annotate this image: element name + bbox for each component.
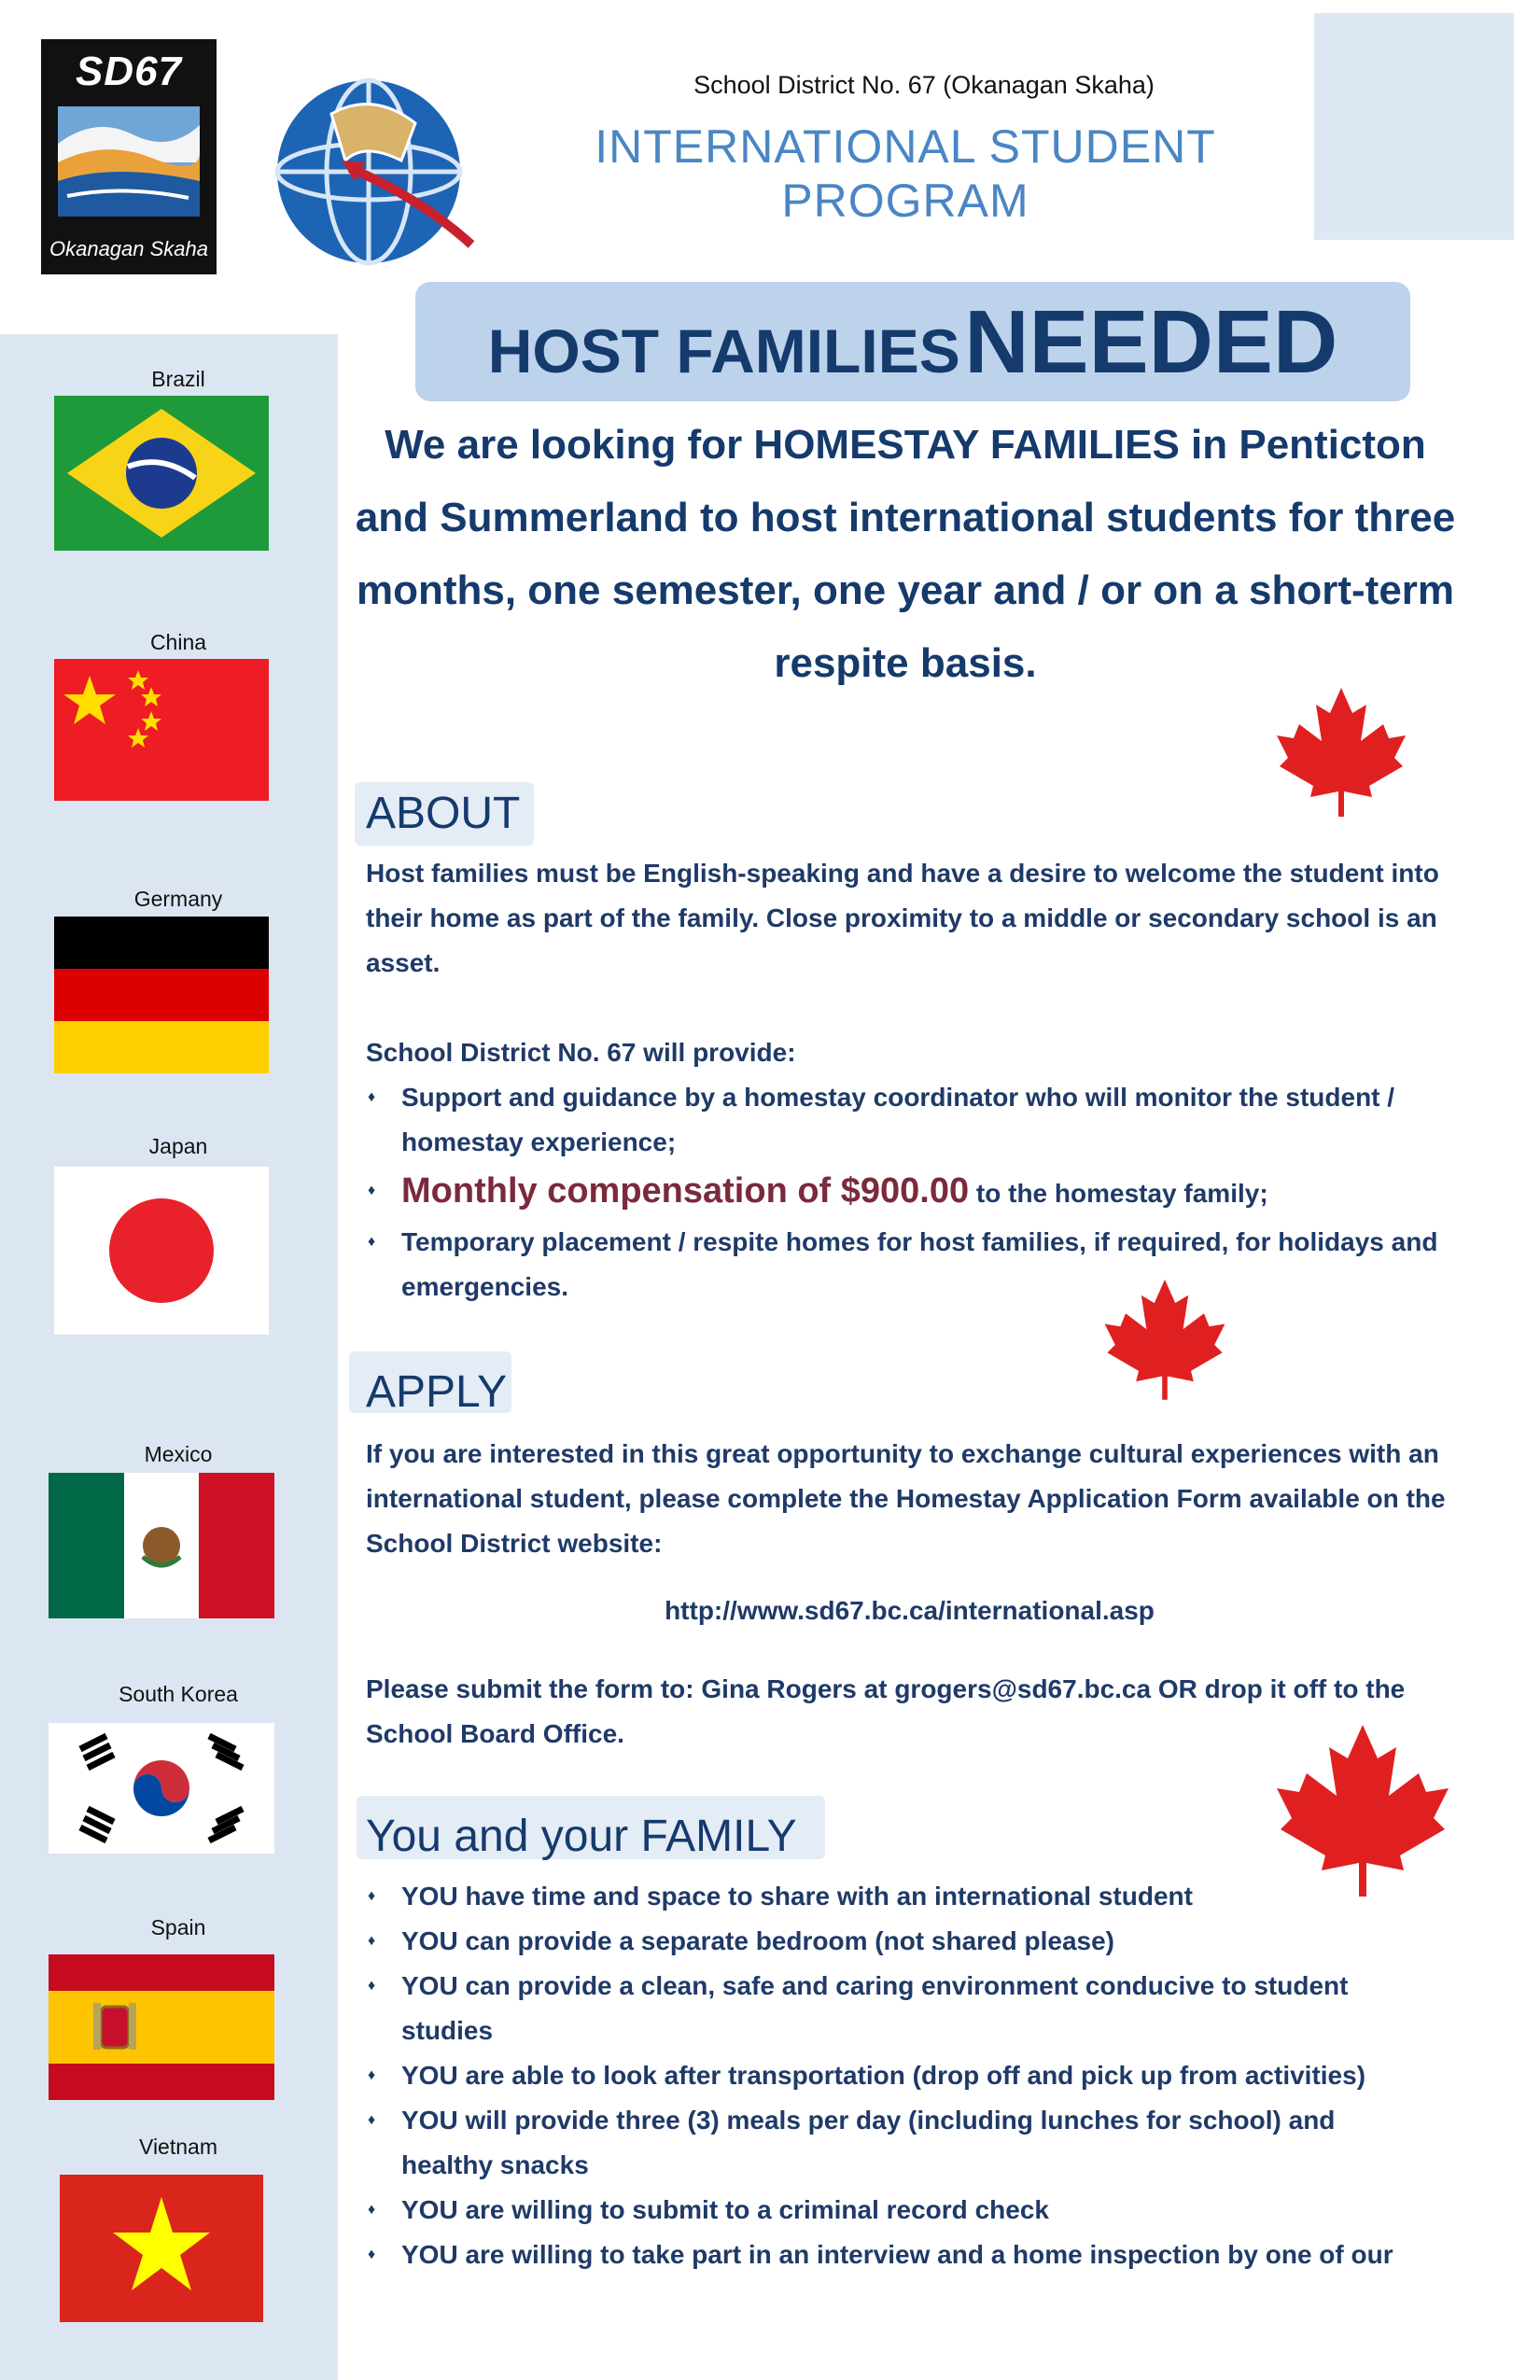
program-title: INTERNATIONAL STUDENT PROGRAM — [595, 120, 1216, 227]
list-item: ♦ Support and guidance by a homestay coordinator who will monitor the student / homestay experience; — [366, 1075, 1467, 1165]
family-heading: You and your FAMILY — [366, 1812, 797, 1861]
about-body: Host families must be English-speaking and have a desire to welcome the student into their home as part of the family. Close proximity to a middle or secondary school is an asset. — [366, 859, 1439, 977]
list-item: ♦ YOU are willing to take part in an interview and a home inspection by one of our — [366, 2233, 1421, 2277]
district-name: School District No. 67 (Okanagan Skaha) — [693, 71, 1155, 99]
about-heading: ABOUT — [366, 789, 521, 838]
sd67-logo — [41, 39, 217, 274]
apply-heading: APPLY — [366, 1367, 508, 1417]
list-item: ♦ YOU have time and space to share with an international student — [366, 1874, 1421, 1919]
list-item: ♦ YOU can provide a separate bedroom (not shared please) — [366, 1919, 1421, 1964]
logo-landscape-icon — [58, 106, 200, 217]
list-item — [366, 1165, 1467, 1220]
header-decor-box — [1314, 13, 1514, 240]
flag-label-china: China — [149, 630, 207, 654]
flag-label-brazil: Brazil — [151, 367, 205, 391]
flag-label-germany: Germany — [133, 887, 223, 911]
germany-flag-icon — [54, 917, 269, 1073]
spain-flag-icon — [49, 1954, 274, 2100]
flag-label-spain: Spain — [150, 1915, 206, 1939]
intro-text: We are looking for HOMESTAY FAMILIES in Penticton and Summerland to host international students for three months, one semester, one year and / or on a short-term respite basis. — [355, 422, 1456, 686]
logo-subtitle: Okanagan Skaha — [49, 237, 209, 260]
flag-label-mexico: Mexico — [144, 1442, 213, 1466]
submit-instructions: Please submit the form to: Gina Rogers at grogers@sd67.bc.ca OR drop it off to the School Board Office. — [366, 1674, 1406, 1748]
list-item: ♦ YOU will provide three (3) meals per day (including lunches for school) and healthy snacks — [366, 2098, 1421, 2188]
globe-icon — [261, 58, 495, 282]
application-url-link[interactable]: http://www.sd67.bc.ca/international.asp — [665, 1596, 1155, 1625]
banner-title-part2: NEEDED — [964, 292, 1338, 392]
provide-list — [366, 1075, 1467, 1309]
mexico-flag-icon — [49, 1473, 274, 1618]
japan-flag-icon — [54, 1167, 269, 1335]
south-korea-flag-icon — [49, 1723, 274, 1854]
provide-intro: School District No. 67 will provide: — [366, 1038, 796, 1067]
compensation-rest: to the homestay family; — [975, 1179, 1268, 1208]
vietnam-flag-icon — [60, 2175, 263, 2322]
flag-label-japan: Japan — [148, 1134, 208, 1158]
compensation-highlight: Monthly compensation of $900.00 — [401, 1171, 970, 1211]
banner-title-part1: HOST FAMILIES — [487, 316, 960, 385]
list-item: ♦ Temporary placement / respite homes for host families, if required, for holidays and emergencies. — [366, 1220, 1467, 1309]
flag-label-vietnam: Vietnam — [139, 2135, 217, 2159]
list-item: ♦ YOU are willing to submit to a criminal record check — [366, 2188, 1421, 2233]
china-flag-icon — [54, 659, 269, 801]
apply-body: If you are interested in this great opportunity to exchange cultural experiences with an international student, please complete the Homestay Application Form available on the School District website: — [366, 1439, 1446, 1558]
family-list — [366, 1874, 1421, 2277]
brazil-flag-icon — [54, 396, 269, 551]
list-item: ♦ YOU are able to look after transportation (drop off and pick up from activities) — [366, 2053, 1421, 2098]
host-families-banner — [415, 282, 1410, 401]
maple-leaf-icon — [1271, 679, 1411, 819]
flag-label-south-korea: South Korea — [119, 1682, 238, 1706]
logo-title: SD67 — [75, 49, 183, 94]
list-item: ♦ YOU can provide a clean, safe and caring environment conducive to student studies — [366, 1964, 1421, 2053]
banner-title — [415, 291, 1410, 394]
